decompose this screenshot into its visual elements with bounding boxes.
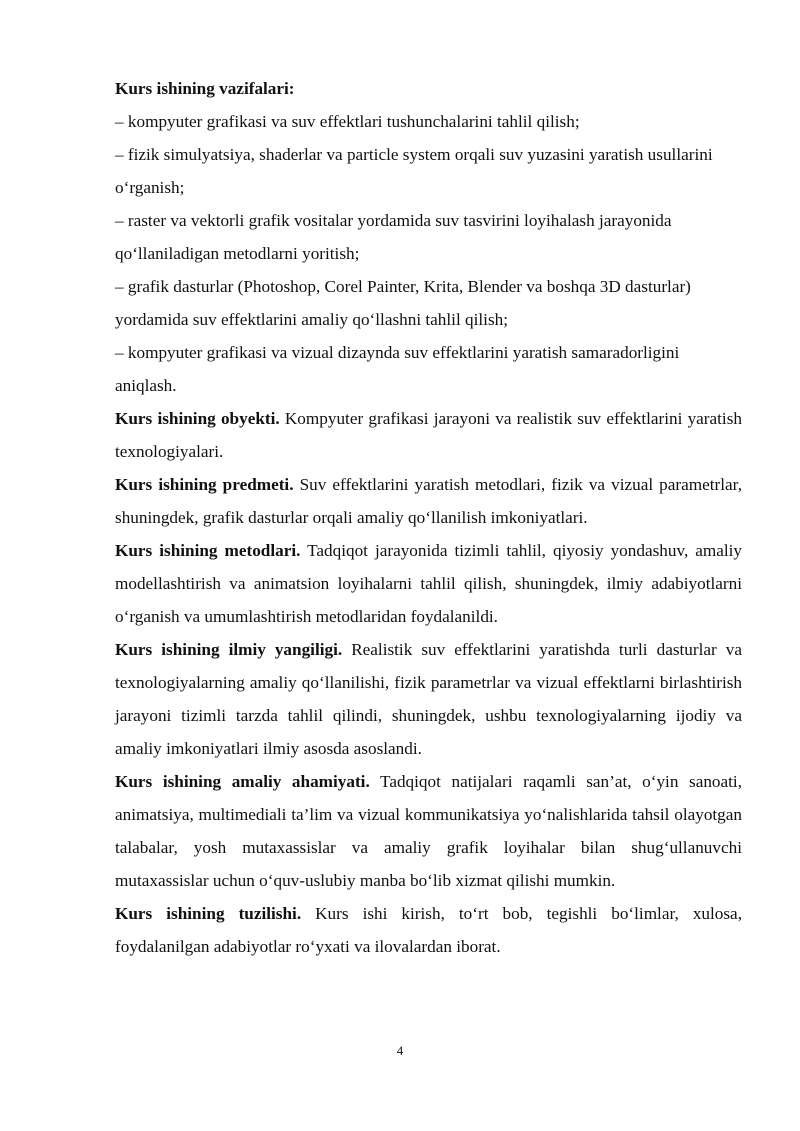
- section-text: Suv effektlarini yaratish metodlari, fizik va vizual parametrlar, shuningdek, grafik dasturlar orqali amaliy qo‘llanilish imkoniyatlari.: [115, 475, 742, 527]
- section-text: Tadqiqot natijalari raqamli san’at, o‘yin sanoati, animatsiya, multimediali ta’lim va vizual kommunikatsiya yo‘nalishlarida tahsil olayotgan talabalar, yosh mutaxassislar va amaliy grafik loyihalar bilan shug‘ullanuvchi mutaxassislar uchun o‘quv-uslubiy manba bo‘lib xizmat qilishi mumkin.: [115, 772, 742, 890]
- section-object: [115, 402, 742, 468]
- section-title: Kurs ishining metodlari.: [115, 541, 301, 560]
- section-methods: [115, 534, 742, 633]
- section-text: Kompyuter grafikasi jarayoni va realistik suv effektlarini yaratish texnologiyalari.: [115, 409, 742, 461]
- section-title: Kurs ishining obyekti.: [115, 409, 280, 428]
- section-title: Kurs ishining amaliy ahamiyati.: [115, 772, 370, 791]
- task-item: – grafik dasturlar (Photoshop, Corel Painter, Krita, Blender va boshqa 3D dasturlar) yordamida suv effektlarini amaliy qo‘llashni tahlil qilish;: [115, 277, 691, 329]
- task-item: – fizik simulyatsiya, shaderlar va particle system orqali suv yuzasini yaratish usullarini o‘rganish;: [115, 145, 713, 197]
- document-page: [115, 72, 742, 963]
- section-text: Kurs ishi kirish, to‘rt bob, tegishli bo‘limlar, xulosa, foydalanilgan adabiyotlar ro‘yxati va ilovalardan iborat.: [115, 904, 742, 956]
- section-title: Kurs ishining ilmiy yangiligi.: [115, 640, 343, 659]
- task-item: – kompyuter grafikasi va suv effektlari tushunchalarini tahlil qilish;: [115, 112, 580, 131]
- section-structure: [115, 897, 742, 963]
- section-novelty: [115, 633, 742, 765]
- tasks-heading: Kurs ishining vazifalari:: [115, 79, 295, 98]
- section-subject: [115, 468, 742, 534]
- task-item: – kompyuter grafikasi va vizual dizaynda suv effektlarini yaratish samaradorligini aniqlash.: [115, 343, 680, 395]
- page-number: 4: [396, 1043, 404, 1058]
- section-practical-significance: [115, 765, 742, 897]
- section-text: Tadqiqot jarayonida tizimli tahlil, qiyosiy yondashuv, amaliy modellashtirish va animatsion loyihalarni tahlil qilish, shuningdek, ilmiy adabiyotlarni o‘rganish va umumlashtirish metodlaridan foydalanildi.: [115, 541, 743, 626]
- section-title: Kurs ishining predmeti.: [115, 475, 294, 494]
- task-item: – raster va vektorli grafik vositalar yordamida suv tasvirini loyihalash jarayonida qo‘llaniladigan metodlarni yoritish;: [115, 211, 672, 263]
- section-text: Realistik suv effektlarini yaratishda turli dasturlar va texnologiyalarning amaliy qo‘llanilishi, fizik parametrlar va vizual effektlarni birlashtirish jarayoni tizimli tarzda tahlil qilindi, shuningdek, ushbu texnologiyalarning ijodiy va amaliy imkoniyatlari ilmiy asosda asoslandi.: [115, 640, 742, 758]
- section-title: Kurs ishining tuzilishi.: [115, 904, 302, 923]
